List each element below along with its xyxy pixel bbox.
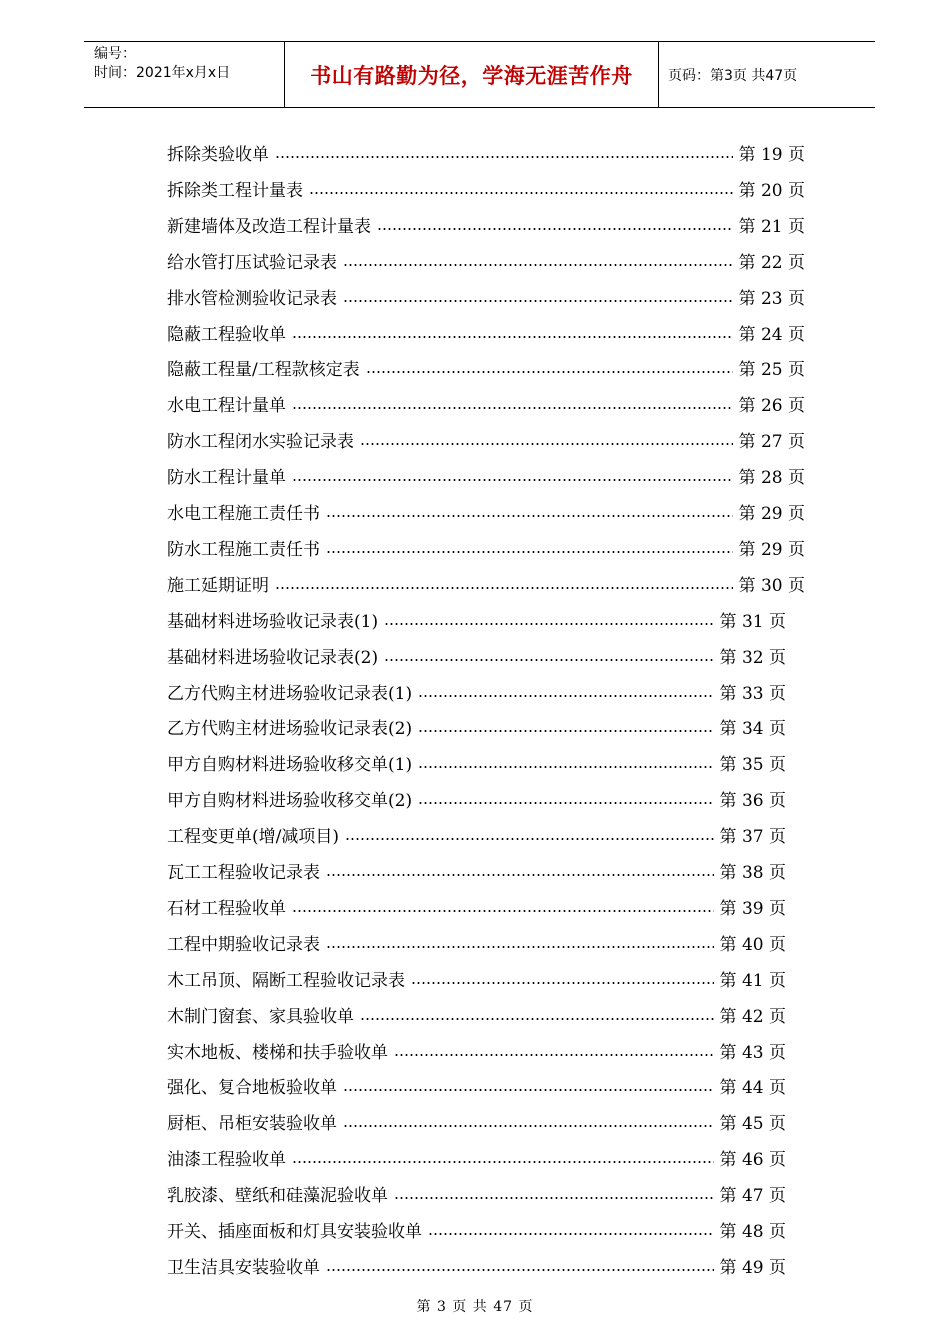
toc-entry-page: 第 33 页 — [719, 683, 786, 704]
toc-entry-page: 第 47 页 — [719, 1186, 786, 1207]
toc-entry[interactable] — [167, 1070, 786, 1106]
time-label: 时间：2021年x月x日 — [94, 65, 231, 81]
dot-leader — [275, 587, 733, 589]
page-header — [84, 41, 875, 108]
toc-entry[interactable] — [167, 460, 805, 496]
toc-entry-page: 第 39 页 — [719, 898, 786, 919]
toc-entry-title: 防水工程施工责任书 — [167, 539, 320, 560]
dot-leader — [418, 730, 713, 732]
toc-entry-title: 卫生洁具安装验收单 — [167, 1257, 320, 1278]
toc-entry-title: 隐蔽工程验收单 — [167, 324, 286, 345]
toc-entry[interactable] — [167, 532, 805, 568]
toc-entry[interactable] — [167, 783, 786, 819]
toc-entry-title: 排水管检测验收记录表 — [167, 288, 337, 309]
toc-entry[interactable] — [167, 711, 786, 747]
toc-entry[interactable] — [167, 819, 786, 855]
toc-entry[interactable] — [167, 747, 786, 783]
dot-leader — [394, 1054, 714, 1056]
dot-leader — [343, 300, 733, 302]
toc-entry[interactable] — [167, 891, 786, 927]
toc-entry-title: 瓦工工程验收记录表 — [167, 863, 320, 883]
header-meta — [84, 42, 285, 107]
page-footer: 第 3 页 共 47 页 — [416, 1299, 534, 1315]
toc-entry[interactable] — [167, 568, 805, 604]
toc-entry-title: 实木地板、楼梯和扶手验收单 — [167, 1042, 388, 1063]
toc-entry-title: 防水工程闭水实验记录表 — [167, 432, 354, 453]
dot-leader — [292, 407, 733, 409]
dot-leader — [326, 551, 733, 553]
toc-entry-title: 基础材料进场验收记录表(2) — [167, 647, 379, 668]
toc-entry-title: 新建墙体及改造工程计量表 — [167, 216, 371, 237]
toc-entry-page: 第 30 页 — [738, 575, 805, 596]
toc-entry[interactable] — [167, 1250, 786, 1286]
toc-entry[interactable] — [167, 317, 805, 353]
toc-entry-title: 甲方自购材料进场验收移交单(2) — [167, 791, 413, 812]
toc-entry-title: 水电工程施工责任书 — [167, 504, 320, 524]
toc-entry-page: 第 21 页 — [738, 216, 805, 237]
toc-entry-title: 木制门窗套、家具验收单 — [167, 1006, 354, 1027]
toc-entry-page: 第 36 页 — [719, 791, 786, 812]
dot-leader — [418, 695, 713, 697]
toc-entry[interactable] — [167, 388, 805, 424]
toc-entry-title: 隐蔽工程量/工程款核定表 — [167, 360, 360, 381]
dot-leader — [384, 623, 713, 625]
toc-entry-title: 基础材料进场验收记录表(1) — [167, 611, 379, 632]
toc-entry-page: 第 26 页 — [738, 396, 805, 417]
dot-leader — [394, 1197, 714, 1199]
toc-entry[interactable] — [167, 1214, 786, 1250]
dot-leader — [326, 874, 714, 876]
dot-leader — [418, 766, 713, 768]
toc-entry[interactable] — [167, 1178, 786, 1214]
toc-entry-page: 第 49 页 — [719, 1257, 786, 1278]
toc-entry-page: 第 20 页 — [738, 180, 805, 201]
toc-entry-page: 第 48 页 — [719, 1222, 786, 1242]
toc-entry-title: 乳胶漆、壁纸和硅藻泥验收单 — [167, 1186, 388, 1207]
toc-entry-title: 乙方代购主材进场验收记录表(1) — [167, 683, 413, 704]
toc-entry[interactable] — [167, 245, 805, 281]
toc-entry[interactable] — [167, 855, 786, 891]
toc-entry-page: 第 37 页 — [719, 827, 786, 848]
toc-entry[interactable] — [167, 352, 805, 388]
toc-entry-page: 第 43 页 — [719, 1042, 786, 1063]
number-label: 编号： — [94, 46, 136, 62]
toc-entry-title: 油漆工程验收单 — [167, 1150, 286, 1171]
dot-leader — [345, 838, 714, 840]
header-page-info: 页码：第3页 共47页 — [668, 67, 798, 84]
toc-entry-title: 强化、复合地板验收单 — [167, 1078, 337, 1099]
dot-leader — [343, 1125, 714, 1127]
toc-entry[interactable] — [167, 676, 786, 712]
toc-entry-page: 第 45 页 — [719, 1114, 786, 1135]
toc-entry-page: 第 22 页 — [738, 252, 805, 273]
toc-entry-page: 第 40 页 — [719, 934, 786, 955]
dot-leader — [360, 443, 733, 445]
toc-entry-page: 第 34 页 — [719, 719, 786, 740]
toc-entry-page: 第 46 页 — [719, 1150, 786, 1171]
dot-leader — [418, 802, 713, 804]
dot-leader — [377, 228, 733, 230]
toc-entry[interactable] — [167, 999, 786, 1035]
toc-entry[interactable] — [167, 640, 786, 676]
toc-entry-title: 防水工程计量单 — [167, 468, 286, 489]
toc-entry-title: 施工延期证明 — [167, 575, 269, 596]
dot-leader — [411, 982, 714, 984]
toc-entry[interactable] — [167, 496, 805, 532]
toc-entry-title: 拆除类工程计量表 — [167, 180, 303, 201]
dot-leader — [309, 192, 733, 194]
toc-entry-title: 给水管打压试验记录表 — [167, 252, 337, 273]
dot-leader — [326, 515, 733, 517]
dot-leader — [384, 659, 713, 661]
toc-entry-page: 第 35 页 — [719, 755, 786, 776]
toc-entry-title: 乙方代购主材进场验收记录表(2) — [167, 719, 413, 740]
toc-entry-title: 石材工程验收单 — [167, 898, 286, 919]
toc-entry-title: 拆除类验收单 — [167, 145, 269, 165]
toc-entry-page: 第 38 页 — [719, 863, 786, 883]
dot-leader — [343, 264, 733, 266]
toc-entry-page: 第 27 页 — [738, 432, 805, 453]
toc-entry[interactable] — [167, 281, 805, 317]
toc-entry-page: 第 44 页 — [719, 1078, 786, 1099]
toc-entry-page: 第 41 页 — [719, 970, 786, 991]
toc-entry[interactable] — [167, 1035, 786, 1071]
toc-entry-title: 开关、插座面板和灯具安装验收单 — [167, 1222, 422, 1242]
dot-leader — [428, 1233, 714, 1235]
dot-leader — [292, 910, 714, 912]
toc-entry-page: 第 29 页 — [738, 539, 805, 560]
toc-entry[interactable] — [167, 927, 786, 963]
dot-leader — [292, 1161, 714, 1163]
dot-leader — [343, 1089, 714, 1091]
dot-leader — [275, 156, 733, 158]
toc-entry-page: 第 42 页 — [719, 1006, 786, 1027]
toc-entry-title: 甲方自购材料进场验收移交单(1) — [167, 755, 413, 776]
toc-entry[interactable] — [167, 604, 786, 640]
toc-entry-title: 厨柜、吊柜安装验收单 — [167, 1114, 337, 1135]
dot-leader — [366, 371, 733, 373]
toc-entry-page: 第 31 页 — [719, 611, 786, 632]
toc-entry-page: 第 25 页 — [738, 360, 805, 381]
toc-entry-page: 第 23 页 — [738, 288, 805, 309]
dot-leader — [326, 946, 714, 948]
toc-entry[interactable] — [167, 1142, 786, 1178]
toc-entry-title: 工程变更单(增/减项目) — [167, 827, 339, 848]
toc-entry-page: 第 29 页 — [738, 504, 805, 524]
dot-leader — [326, 1269, 714, 1271]
toc-entry-title: 工程中期验收记录表 — [167, 934, 320, 955]
toc-entry-title: 水电工程计量单 — [167, 396, 286, 417]
header-motto: 书山有路勤为径，学海无涯苦作舟 — [285, 42, 659, 107]
toc-entry[interactable] — [167, 209, 805, 245]
toc-entry[interactable] — [167, 963, 786, 999]
toc-entry[interactable] — [167, 1106, 786, 1142]
toc-entry-page: 第 32 页 — [719, 647, 786, 668]
toc-entry[interactable] — [167, 424, 805, 460]
toc-entry-page: 第 28 页 — [738, 468, 805, 489]
toc-entry-title: 木工吊顶、隔断工程验收记录表 — [167, 970, 405, 991]
dot-leader — [292, 479, 733, 481]
dot-leader — [360, 1018, 714, 1020]
toc-entry[interactable] — [167, 137, 805, 173]
toc-entry-page: 第 19 页 — [738, 145, 805, 165]
toc-entry-page: 第 24 页 — [738, 324, 805, 345]
dot-leader — [292, 336, 733, 338]
toc-entry[interactable] — [167, 173, 805, 209]
